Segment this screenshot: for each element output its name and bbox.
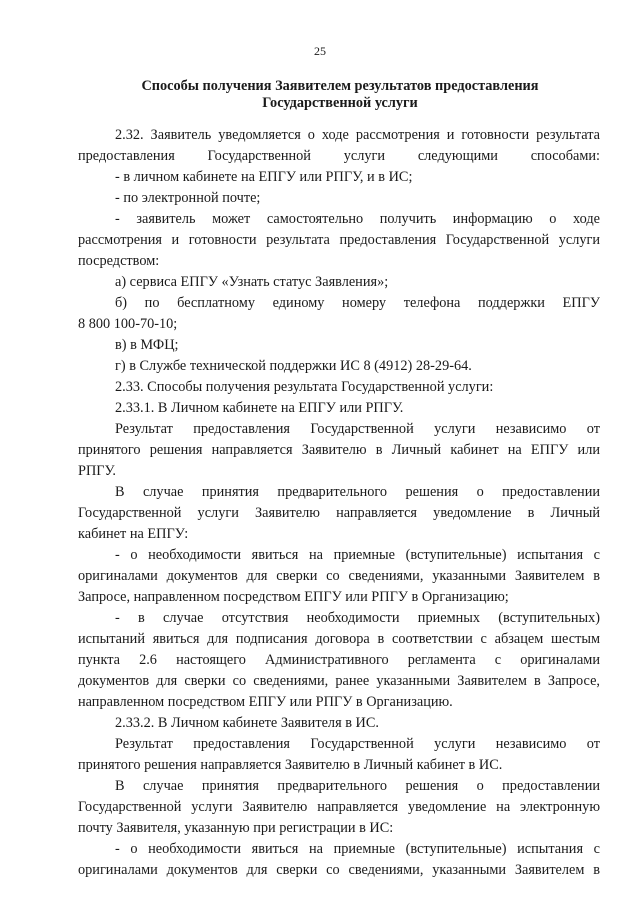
text-line: документов для сверки со сведениями, ранее указанными Заявителем в Запросе, xyxy=(78,673,600,689)
text-line: В случае принятия предварительного решения о предоставлении xyxy=(115,778,600,794)
text-line: - в личном кабинете на ЕПГУ или РПГУ, и в ИС; xyxy=(115,169,413,185)
text-line: - в случае отсутствия необходимости приемных (вступительных) xyxy=(115,610,600,626)
text-line: б) по бесплатному единому номеру телефона поддержки ЕПГУ xyxy=(115,295,600,311)
text-line: 2.32. Заявитель уведомляется о ходе рассмотрения и готовности результата xyxy=(115,127,600,143)
text-line: Запросе, направленном посредством ЕПГУ или РПГУ в Организацию; xyxy=(78,589,509,605)
text-line: Результат предоставления Государственной услуги независимо от xyxy=(115,736,600,752)
text-line: рассмотрения и готовности результата предоставления Государственной услуги xyxy=(78,232,600,248)
text-line: принятого решения направляется Заявителю в Личный кабинет на ЕПГУ или xyxy=(78,442,600,458)
text-line: В случае принятия предварительного решения о предоставлении xyxy=(115,484,600,500)
text-line: - о необходимости явиться на приемные (вступительные) испытания с xyxy=(115,841,600,857)
text-line: г) в Службе технической поддержки ИС 8 (4912) 28-29-64. xyxy=(115,358,472,374)
text-line: почту Заявителя, указанную при регистрации в ИС: xyxy=(78,820,394,836)
page-number: 25 xyxy=(314,44,326,58)
text-line: предоставления Государственной услуги следующими способами: xyxy=(78,148,600,164)
text-line: пункта 2.6 настоящего Административного регламента с оригиналами xyxy=(78,652,600,668)
section-title xyxy=(80,78,600,112)
text-line: испытаний явиться для подписания договора в соответствии с абзацем шестым xyxy=(78,631,600,647)
text-line: а) сервиса ЕПГУ «Узнать статус Заявления»; xyxy=(115,274,389,290)
text-line: 2.33. Способы получения результата Государственной услуги: xyxy=(115,379,494,395)
text-line: 2.33.2. В Личном кабинете Заявителя в ИС. xyxy=(115,715,379,731)
text-line: - по электронной почте; xyxy=(115,190,261,206)
text-line: 8 800 100-70-10; xyxy=(78,316,178,332)
text-line: Государственной услуги Заявителю направляется уведомление в Личный xyxy=(78,505,600,521)
text-line: Результат предоставления Государственной услуги независимо от xyxy=(115,421,600,437)
text-line: направленном посредством ЕПГУ или РПГУ в Организацию. xyxy=(78,694,453,710)
text-line: оригиналами документов для сверки со сведениями, указанными Заявителем в xyxy=(78,568,600,584)
section-title-line-1: Способы получения Заявителем результатов предоставления xyxy=(141,78,539,94)
section-title-line-2: Государственной услуги xyxy=(262,95,418,111)
text-line: оригиналами документов для сверки со сведениями, указанными Заявителем в xyxy=(78,862,600,878)
text-line: Государственной услуги Заявителю направляется уведомление на электронную xyxy=(78,799,600,815)
text-line: РПГУ. xyxy=(78,463,116,479)
text-line: - о необходимости явиться на приемные (вступительные) испытания с xyxy=(115,547,600,563)
text-line: принятого решения направляется Заявителю в Личный кабинет в ИС. xyxy=(78,757,503,773)
text-line: кабинет на ЕПГУ: xyxy=(78,526,189,542)
text-line: - заявитель может самостоятельно получить информацию о ходе xyxy=(115,211,600,227)
text-line: посредством: xyxy=(78,253,160,269)
text-line: 2.33.1. В Личном кабинете на ЕПГУ или РПГУ. xyxy=(115,400,404,416)
text-line: в) в МФЦ; xyxy=(115,337,179,353)
